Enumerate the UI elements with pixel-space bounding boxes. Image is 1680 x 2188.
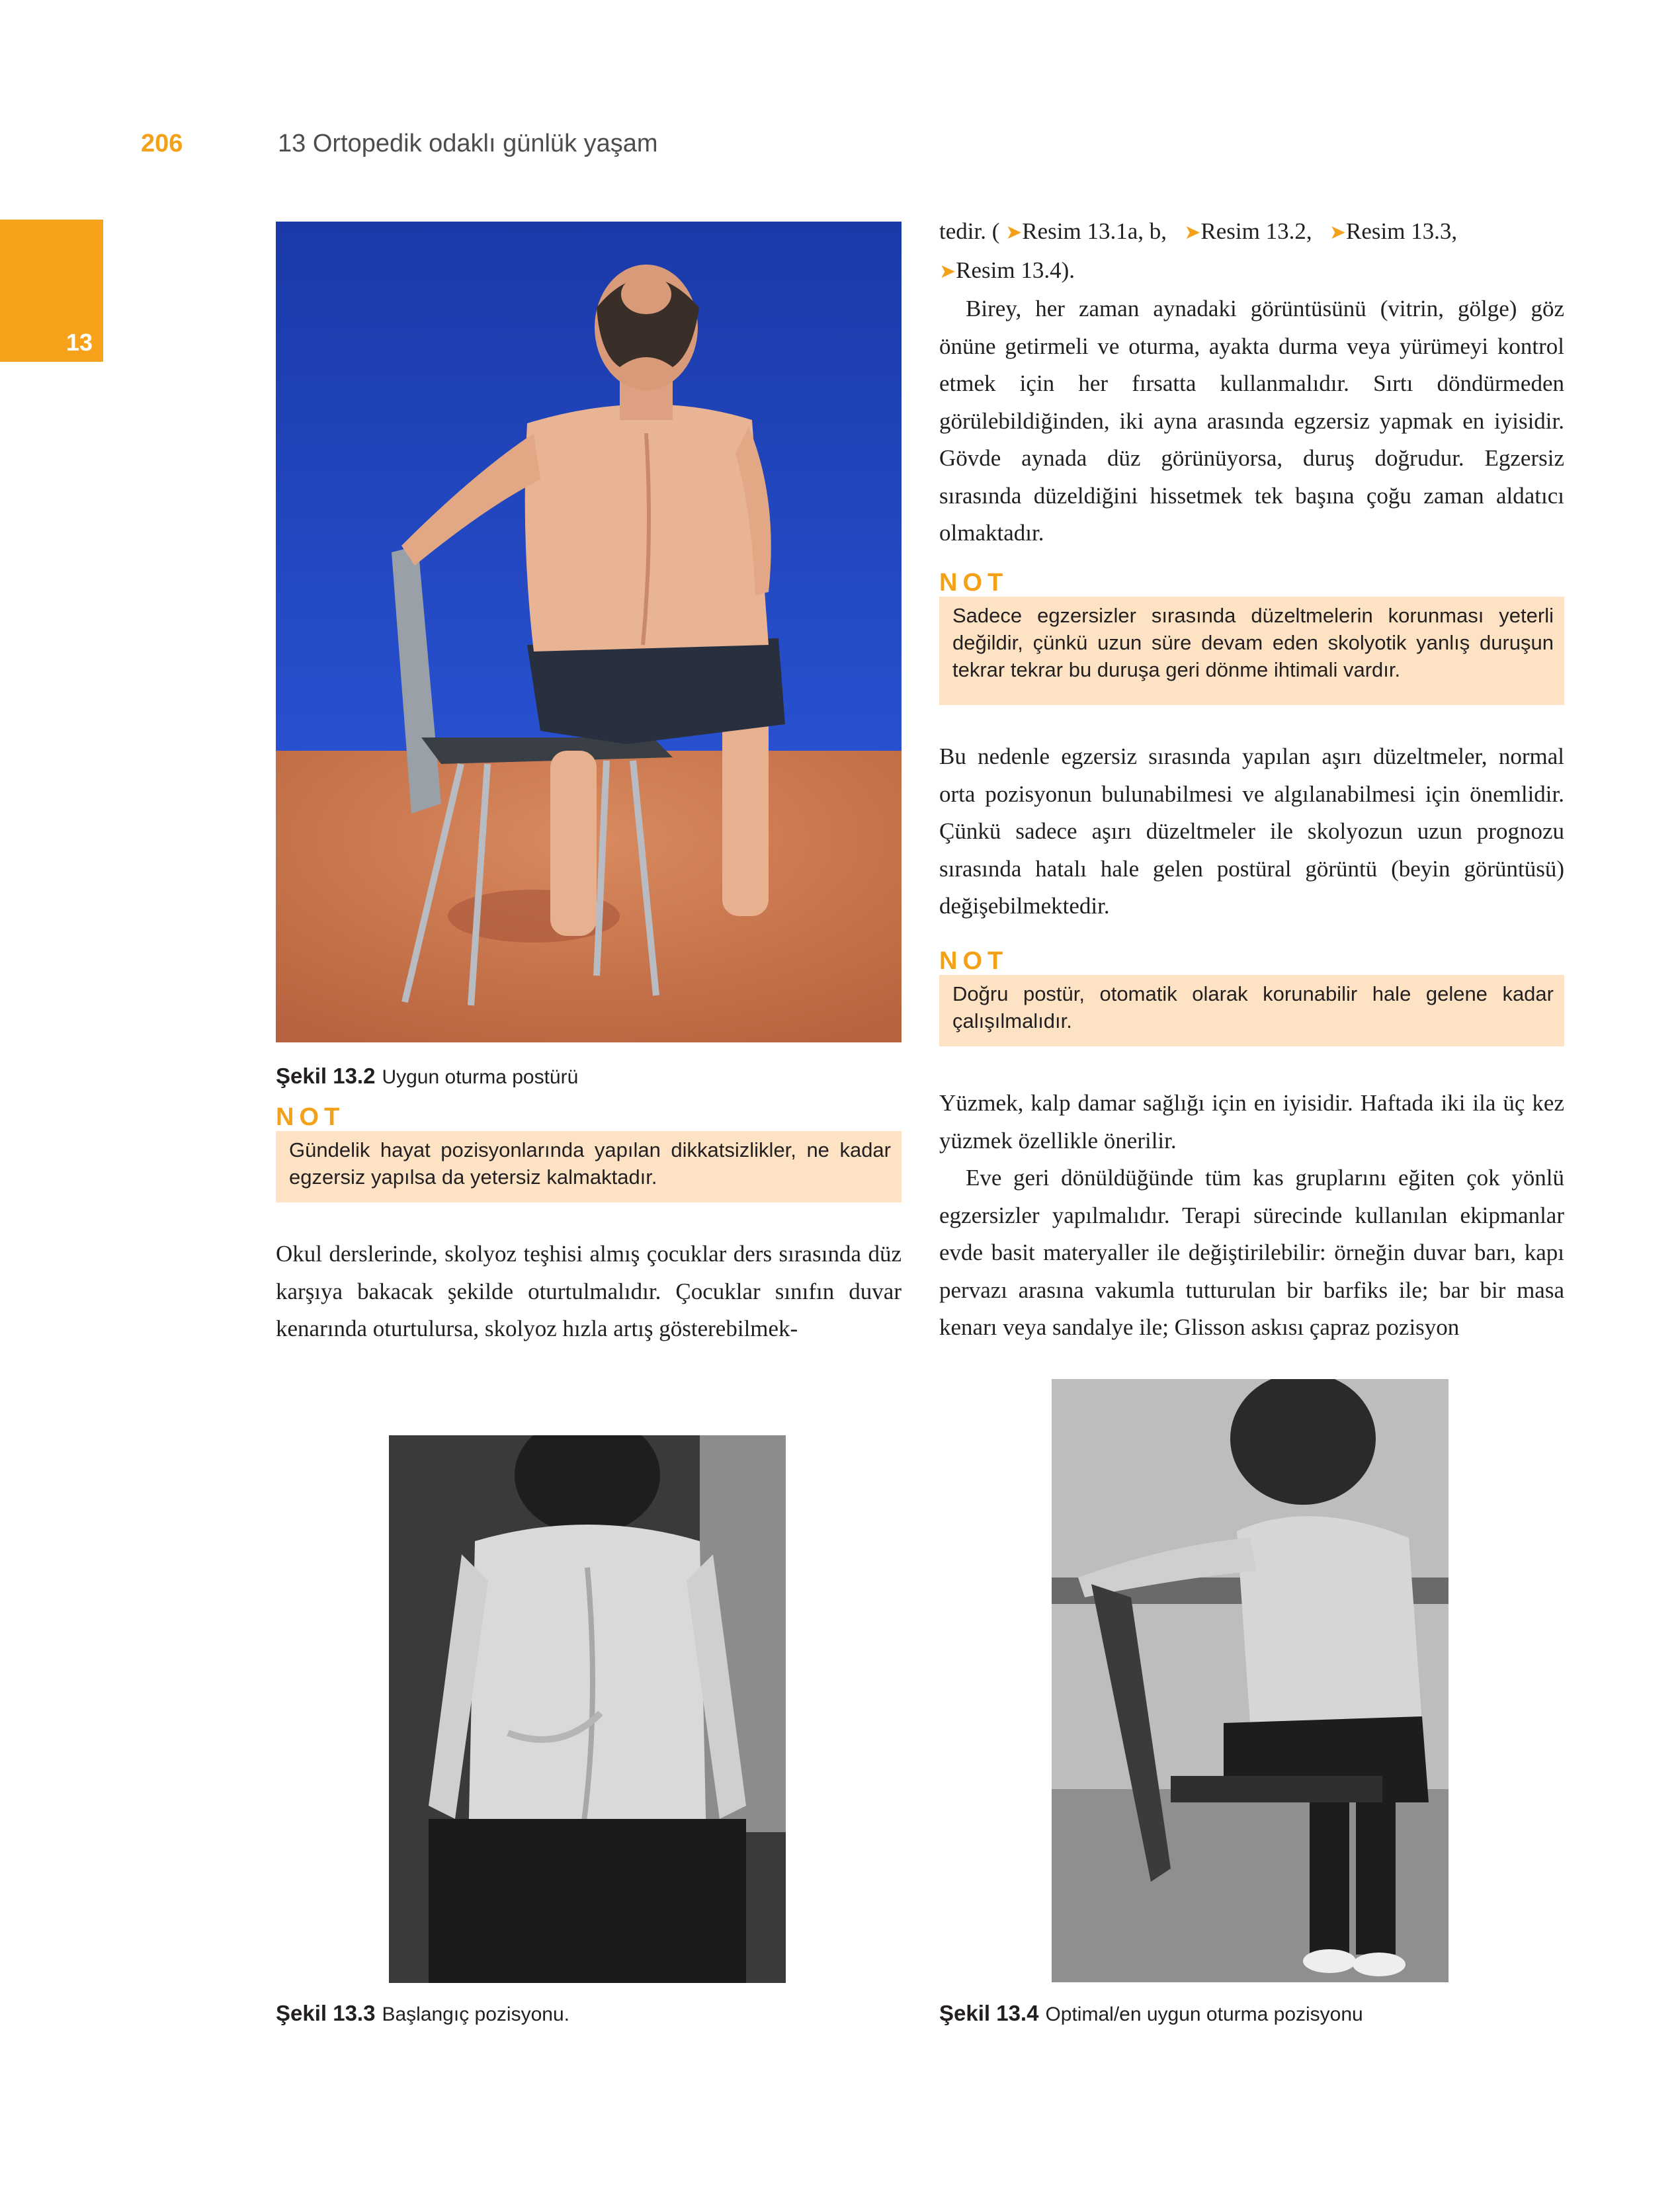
right-paragraph-4-text: Yüzmek, kalp damar sağlığı için en iyisidir. Haftada iki ila üç kez yüzmek özellikle önerilir. <box>939 1090 1564 1154</box>
note-box-left <box>276 1131 902 1202</box>
para1-start: tedir. ( <box>939 218 1000 244</box>
ref-link-13-1[interactable]: Resim 13.1a, b, <box>1022 218 1167 244</box>
page-number: 206 <box>141 130 183 157</box>
arrow-icon: ➤ <box>1005 221 1023 244</box>
note-text-left: Gündelik hayat pozisyonlarında yapılan dikkatsizlikler, ne kadar egzersiz yapılsa da yetersiz kalmaktadır. <box>289 1138 891 1189</box>
chapter-tab-number: 13 <box>66 329 93 356</box>
figure-13-3-photo <box>389 1435 786 1983</box>
ref-link-13-4[interactable]: Resim 13.4). <box>956 257 1075 283</box>
right-paragraph-2: Birey, her zaman aynadaki görüntüsünü (vitrin, gölge) göz önüne getirmeli ve oturma, ayakta durma veya yürümeyi kontrol etmek için her fırsatta kullanmalıdır. Sırtı döndürmeden görülebildiğinden, iki ayna arasında egzersiz yapmak en iyisidir. Gövde aynada düz görünüyorsa, duruş doğrudur. Egzersiz sırasında düzeldiğini hissetmek tek başına çoğu zaman aldatıcı olmaktadır. <box>939 296 1564 546</box>
arrow-icon: ➤ <box>939 259 956 283</box>
right-paragraph-4 <box>939 1085 1564 1347</box>
ref-link-13-2[interactable]: Resim 13.2, <box>1200 218 1312 244</box>
note-heading-right-1: NOT <box>939 569 1009 597</box>
note-heading-right-2: NOT <box>939 947 1009 975</box>
figure-13-3-label: Şekil 13.3 <box>276 2001 376 2025</box>
figure-13-4-label: Şekil 13.4 <box>939 2001 1039 2025</box>
chapter-tab <box>0 220 103 362</box>
figure-13-4-caption <box>939 2001 1363 2026</box>
figure-13-2-photo <box>276 222 902 1042</box>
arrow-icon: ➤ <box>1184 221 1201 244</box>
arrow-icon: ➤ <box>1329 221 1346 244</box>
right-paragraph-3 <box>939 738 1564 925</box>
ref-link-13-3[interactable]: Resim 13.3, <box>1345 218 1458 244</box>
running-head: 13 Ortopedik odaklı günlük yaşam <box>278 130 658 157</box>
figure-13-2-caption-text: Uygun oturma postürü <box>382 1066 579 1088</box>
note-box-right-1 <box>939 597 1564 705</box>
seated-man-photo-illustration <box>276 222 902 1042</box>
left-paragraph-text: Okul derslerinde, skolyoz teşhisi almış çocuklar ders sırasında düz karşıya bakacak şekilde oturtulmalıdır. Çocuklar sınıfın duvar kenarında oturtulursa, skolyoz hızla artış gösterebilmek- <box>276 1241 902 1341</box>
right-paragraph-5-text: Eve geri dönüldüğünde tüm kas gruplarını eğiten çok yönlü egzersizler yapılmalıdır. Terapi sürecinde kullanılan ekipmanlar evde basit materyaller ile değiştirilebilir: örneğin duvar barı, kapı pervazı arasına vakumla tutturulan bir barfiks ile; bar bir masa kenarı veya sandalye ile; Glisson askısı çapraz pozisyon <box>939 1165 1564 1340</box>
note-text-right-1: Sadece egzersizler sırasında düzeltmelerin korunması yeterli değildir, çünkü uzun süre devam eden skolyotik yanlış duruşun tekrar tekrar bu duruşa geri dönme ihtimali vardır. <box>952 604 1554 681</box>
figure-13-2-caption <box>276 1064 578 1089</box>
figure-13-2-label: Şekil 13.2 <box>276 1064 376 1088</box>
back-start-position-photo-illustration <box>389 1435 786 1983</box>
right-paragraph-3-text: Bu nedenle egzersiz sırasında yapılan aşırı düzeltmeler, normal orta pozisyonun bulunabilmesi ve algılanabilmesi için önemlidir. Çünkü sadece aşırı düzeltmeler ile skolyozun uzun prognozu sırasında hatalı hale gelen postüral görüntü (beyin görüntüsü) değişebilmektedir. <box>939 743 1564 919</box>
figure-13-4-caption-text: Optimal/en uygun oturma pozisyonu <box>1045 2003 1363 2025</box>
note-text-right-2: Doğru postür, otomatik olarak korunabilir hale gelene kadar çalışılmalıdır. <box>952 982 1554 1032</box>
right-column-top <box>939 213 1564 552</box>
figure-13-4-photo <box>1052 1379 1449 1982</box>
reference-line <box>939 213 1564 290</box>
optimal-sitting-photo-illustration <box>1052 1379 1449 1982</box>
note-box-right-2 <box>939 975 1564 1046</box>
note-heading-left: NOT <box>276 1103 345 1131</box>
figure-13-3-caption-text: Başlangıç pozisyonu. <box>382 2003 569 2025</box>
figure-13-3-caption <box>276 2001 569 2026</box>
left-paragraph <box>276 1236 902 1348</box>
